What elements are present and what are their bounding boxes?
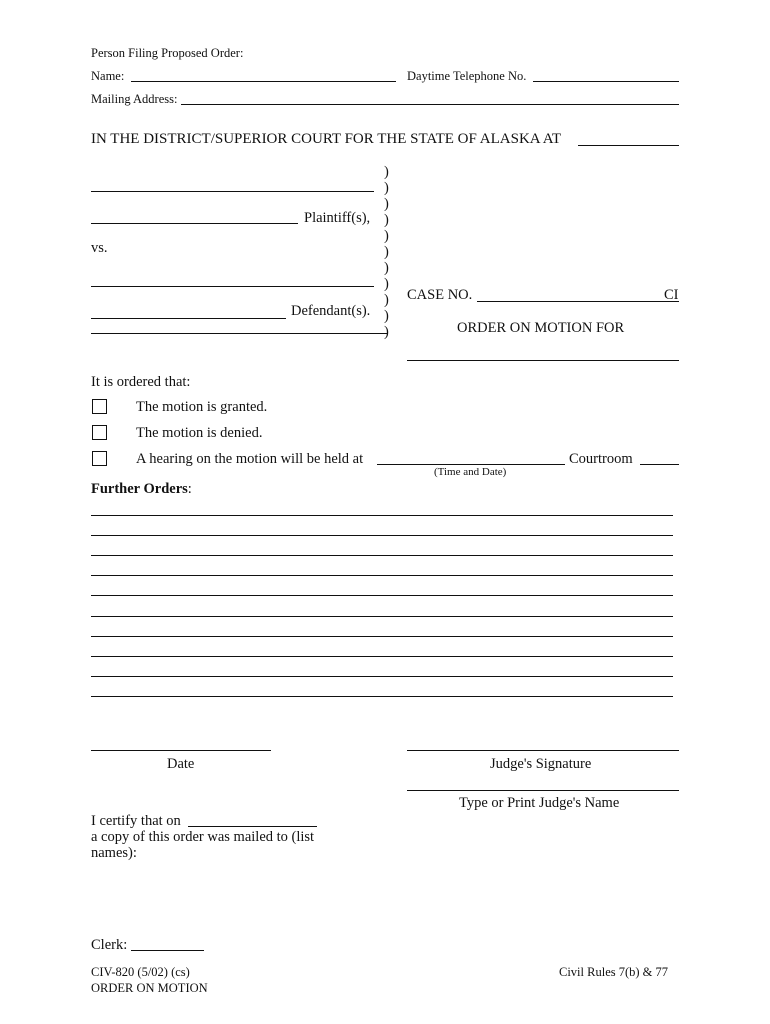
judge-name-line[interactable] [407, 790, 679, 791]
case-number-label: CASE NO. [407, 287, 473, 303]
judge-name-label: Type or Print Judge's Name [459, 795, 620, 811]
courtroom-label: Courtroom [569, 451, 633, 467]
plaintiff-name-line-1[interactable] [91, 191, 374, 192]
versus-label: vs. [91, 240, 108, 256]
hearing-time-date-field[interactable] [377, 464, 565, 465]
caption-paren: ) [384, 228, 389, 244]
defendant-name-line-2[interactable] [91, 318, 286, 319]
denied-label: The motion is denied. [136, 425, 263, 441]
phone-label: Daytime Telephone No. [407, 69, 527, 83]
mailing-address-field[interactable] [181, 104, 679, 105]
clerk-label: Clerk: [91, 937, 128, 953]
date-signature-line[interactable] [91, 750, 271, 751]
phone-field[interactable] [533, 81, 679, 82]
court-location-field[interactable] [578, 145, 679, 146]
case-suffix: CI [664, 287, 679, 303]
further-orders-line[interactable] [91, 616, 673, 617]
judge-signature-label: Judge's Signature [490, 756, 592, 772]
further-orders-line[interactable] [91, 696, 673, 697]
caption-paren: ) [384, 212, 389, 228]
further-orders-line[interactable] [91, 515, 673, 516]
further-orders-line[interactable] [91, 656, 673, 657]
name-field[interactable] [131, 81, 396, 82]
judge-signature-line[interactable] [407, 750, 679, 751]
further-orders-label: Further Orders [91, 481, 188, 497]
case-number-field[interactable] [477, 301, 679, 302]
defendant-name-line-1[interactable] [91, 286, 374, 287]
clerk-signature-field[interactable] [131, 950, 204, 951]
further-orders-line[interactable] [91, 535, 673, 536]
further-orders-line[interactable] [91, 595, 673, 596]
certify-text-line-3: names): [91, 845, 137, 861]
plaintiff-name-line-2[interactable] [91, 223, 298, 224]
courtroom-field[interactable] [640, 464, 679, 465]
granted-label: The motion is granted. [136, 399, 268, 415]
defendant-label: Defendant(s). [291, 303, 371, 319]
caption-paren: ) [384, 164, 389, 180]
caption-paren: ) [384, 260, 389, 276]
further-orders-colon: : [187, 481, 192, 497]
hearing-label: A hearing on the motion will be held at [136, 451, 364, 467]
certify-text-line-2: a copy of this order was mailed to (list [91, 829, 315, 845]
date-label: Date [167, 756, 195, 772]
caption-paren: ) [384, 308, 389, 324]
motion-description-field[interactable] [407, 360, 679, 361]
caption-paren: ) [384, 324, 389, 340]
further-orders-line[interactable] [91, 555, 673, 556]
caption-paren: ) [384, 276, 389, 292]
further-orders-line[interactable] [91, 636, 673, 637]
further-orders-heading [91, 481, 192, 498]
court-heading: IN THE DISTRICT/SUPERIOR COURT FOR THE STATE OF ALASKA AT [91, 131, 562, 147]
filer-label: Person Filing Proposed Order: [91, 46, 244, 60]
further-orders-line[interactable] [91, 575, 673, 576]
granted-checkbox[interactable] [92, 399, 107, 414]
certify-text-line-1: I certify that on [91, 813, 181, 829]
mailing-address-label: Mailing Address: [91, 92, 178, 106]
order-intro: It is ordered that: [91, 374, 191, 390]
form-title: ORDER ON MOTION [91, 981, 208, 995]
name-label: Name: [91, 69, 125, 83]
order-title: ORDER ON MOTION FOR [457, 320, 625, 336]
plaintiff-label: Plaintiff(s), [304, 210, 371, 226]
mailing-date-field[interactable] [188, 826, 317, 827]
denied-checkbox[interactable] [92, 425, 107, 440]
caption-paren: ) [384, 244, 389, 260]
hearing-checkbox[interactable] [92, 451, 107, 466]
time-date-caption: (Time and Date) [434, 466, 507, 478]
form-number: CIV-820 (5/02) (cs) [91, 965, 190, 979]
caption-paren: ) [384, 180, 389, 196]
further-orders-line[interactable] [91, 676, 673, 677]
civil-rules-reference: Civil Rules 7(b) & 77 [559, 965, 669, 979]
caption-bottom-line [91, 333, 387, 334]
caption-paren: ) [384, 292, 389, 308]
caption-paren: ) [384, 196, 389, 212]
